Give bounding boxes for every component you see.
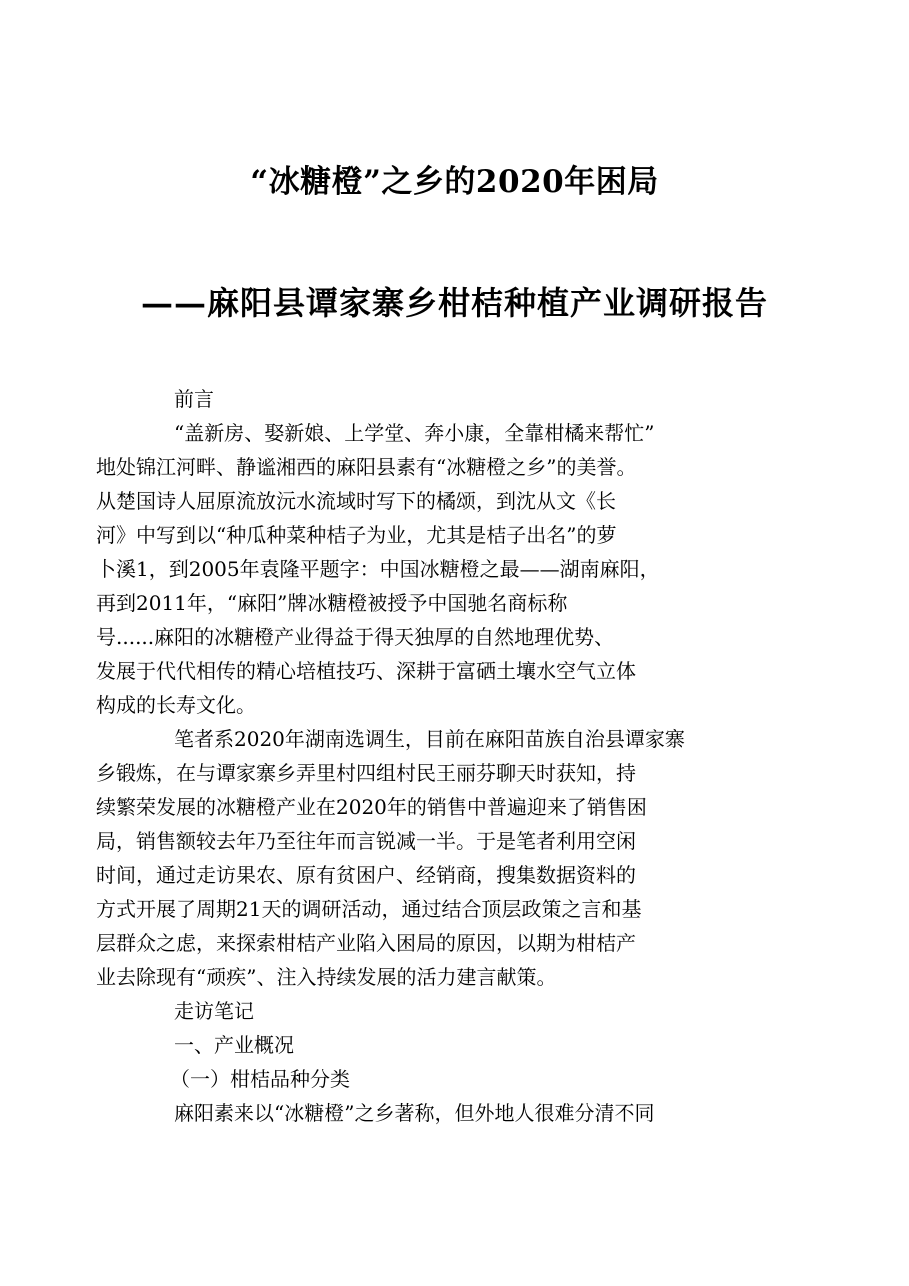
paragraph-line: 河》中写到以“种瓜种菜种桔子为业，尤其是桔子出名”的萝	[96, 523, 617, 547]
section-heading-variety-classification: （一）柑桔品种分类	[170, 1067, 350, 1091]
section-heading-visit-notes: 走访笔记	[174, 999, 254, 1023]
paragraph-line: 业去除现有“顽疾”、注入持续发展的活力建言献策。	[96, 965, 557, 989]
paragraph-line: 构成的长寿文化。	[96, 693, 256, 717]
paragraph-line: 发展于代代相传的精心培植技巧、深耕于富硒土壤水空气立体	[96, 659, 636, 683]
paragraph-line: 方式开展了周期21天的调研活动，通过结合顶层政策之言和基	[96, 897, 642, 921]
paragraph-line: 层群众之虑，来探索柑桔产业陷入困局的原因，以期为柑桔产	[96, 931, 636, 955]
paragraph-line: 卜溪1，到2005年袁隆平题字：中国冰糖橙之最——湖南麻阳，	[96, 557, 660, 581]
paragraph-line: 局，销售额较去年乃至往年而言锐减一半。于是笔者利用空闲	[96, 829, 636, 853]
paragraph-line: 地处锦江河畔、静谧湘西的麻阳县素有“冰糖橙之乡”的美誉。	[96, 455, 637, 479]
paragraph-line: 乡锻炼，在与谭家寨乡弄里村四组村民王丽芬聊天时获知，持	[96, 761, 636, 785]
section-heading-industry-overview: 一、产业概况	[174, 1033, 294, 1057]
section-heading-preface: 前言	[174, 387, 214, 411]
page-title: “冰糖橙”之乡的2020年困局	[250, 164, 659, 200]
paragraph-line: 从楚国诗人屈原流放沅水流域时写下的橘颂，到沈从文《长	[96, 489, 616, 513]
paragraph-line: 麻阳素来以“冰糖橙”之乡著称，但外地人很难分清不同	[174, 1101, 655, 1125]
paragraph-line: 笔者系2020年湖南选调生，目前在麻阳苗族自治县谭家寨	[174, 727, 685, 751]
paragraph-line: 时间，通过走访果农、原有贫困户、经销商，搜集数据资料的	[96, 863, 636, 887]
paragraph-line: 号......麻阳的冰糖橙产业得益于得天独厚的自然地理优势、	[96, 625, 615, 649]
paragraph-line: “盖新房、娶新娘、上学堂、奔小康，全靠柑橘来帮忙”	[174, 421, 655, 445]
paragraph-line: 再到2011年，“麻阳”牌冰糖橙被授予中国驰名商标称	[96, 591, 568, 615]
page-subtitle: ——麻阳县谭家寨乡柑桔种植产业调研报告	[140, 284, 768, 322]
paragraph-line: 续繁荣发展的冰糖橙产业在2020年的销售中普遍迎来了销售困	[96, 795, 647, 819]
